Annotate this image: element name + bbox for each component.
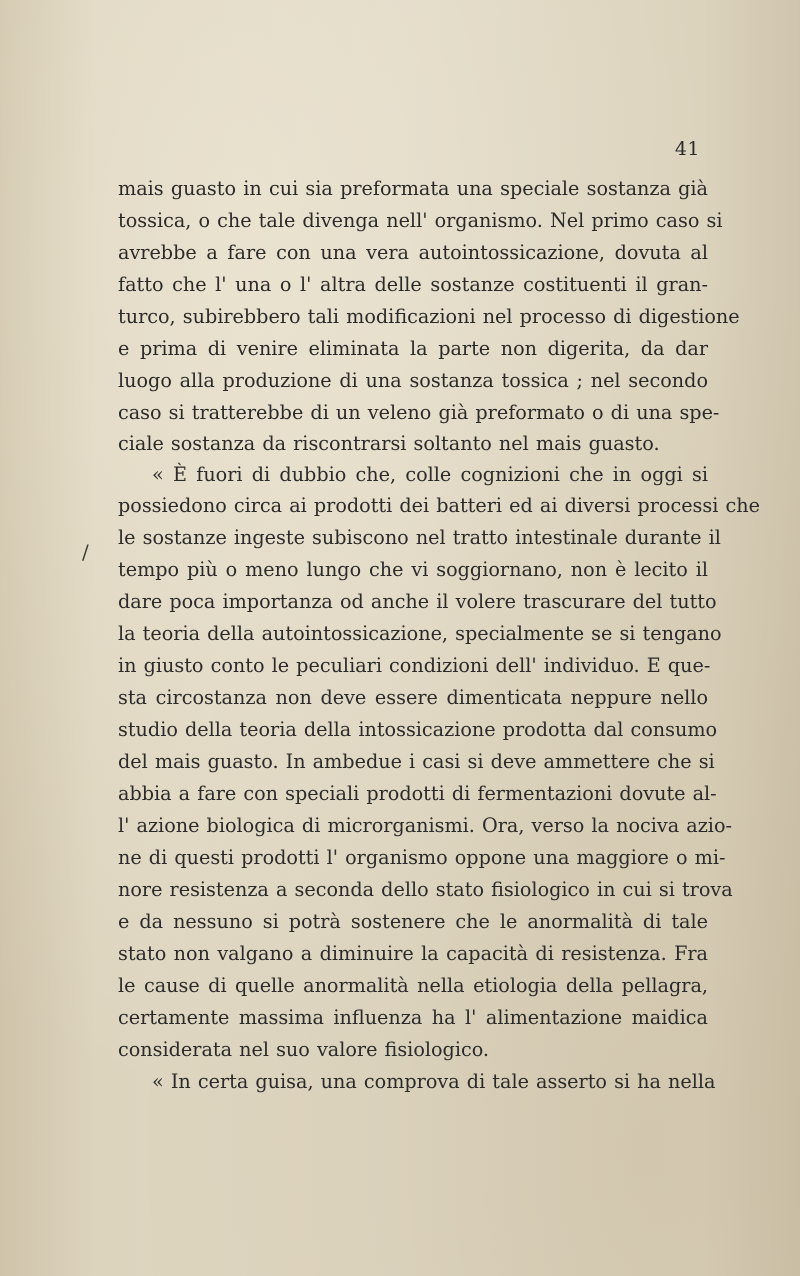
text-line: le cause di quelle anormalità nella etiologia della pellagra, bbox=[118, 974, 708, 997]
text-line: luogo alla produzione di una sostanza tossica ; nel secondo bbox=[118, 369, 708, 392]
text-line: avrebbe a fare con una vera autointossicazione, dovuta al bbox=[118, 241, 708, 264]
text-line: e prima di venire eliminata la parte non digerita, da dar bbox=[118, 337, 708, 360]
text-line: considerata nel suo valore fisiologico. bbox=[118, 1038, 490, 1061]
text-line: ne di questi prodotti l' organismo oppone una maggiore o mi- bbox=[118, 846, 726, 869]
text-line: in giusto conto le peculiari condizioni dell' individuo. E que- bbox=[118, 654, 711, 677]
text-line: del mais guasto. In ambedue i casi si deve ammettere che si bbox=[118, 750, 715, 773]
text-line: tempo più o meno lungo che vi soggiornano, non è lecito il bbox=[118, 558, 708, 581]
text-line: studio della teoria della intossicazione prodotta dal consumo bbox=[118, 718, 718, 741]
text-line: tossica, o che tale divenga nell' organismo. Nel primo caso si bbox=[118, 209, 723, 232]
text-line: turco, subirebbero tali modificazioni nel processo di digestione bbox=[118, 305, 740, 328]
text-line: e da nessuno si potrà sostenere che le anormalità di tale bbox=[118, 910, 708, 933]
text-line: abbia a fare con speciali prodotti di fermentazioni dovute al- bbox=[118, 782, 717, 805]
text-line: ciale sostanza da riscontrarsi soltanto nel mais guasto. bbox=[118, 432, 660, 455]
text-line: la teoria della autointossicazione, specialmente se si tengano bbox=[118, 622, 722, 645]
text-line: « In certa guisa, una comprova di tale asserto si ha nella bbox=[152, 1070, 716, 1093]
text-line: sta circostanza non deve essere dimenticata neppure nello bbox=[118, 686, 708, 709]
text-line: caso si tratterebbe di un veleno già preformato o di una spe- bbox=[118, 401, 720, 424]
text-line: nore resistenza a seconda dello stato fisiologico in cui si trova bbox=[118, 878, 733, 901]
margin-mark: / bbox=[82, 540, 89, 564]
text-line: mais guasto in cui sia preformata una speciale sostanza già bbox=[118, 177, 708, 200]
page-number: 41 bbox=[674, 138, 700, 160]
text-line: fatto che l' una o l' altra delle sostanze costituenti il gran- bbox=[118, 273, 708, 296]
text-line: stato non valgano a diminuire la capacità di resistenza. Fra bbox=[118, 942, 708, 965]
text-line: dare poca importanza od anche il volere trascurare del tutto bbox=[118, 590, 717, 613]
text-line: certamente massima influenza ha l' alimentazione maidica bbox=[118, 1006, 708, 1029]
text-line: le sostanze ingeste subiscono nel tratto intestinale durante il bbox=[118, 526, 721, 549]
text-line: possiedono circa ai prodotti dei batteri ed ai diversi processi che bbox=[118, 494, 760, 517]
text-line: l' azione biologica di microrganismi. Ora, verso la nociva azio- bbox=[118, 814, 732, 837]
text-line: « È fuori di dubbio che, colle cognizioni che in oggi si bbox=[152, 463, 708, 486]
